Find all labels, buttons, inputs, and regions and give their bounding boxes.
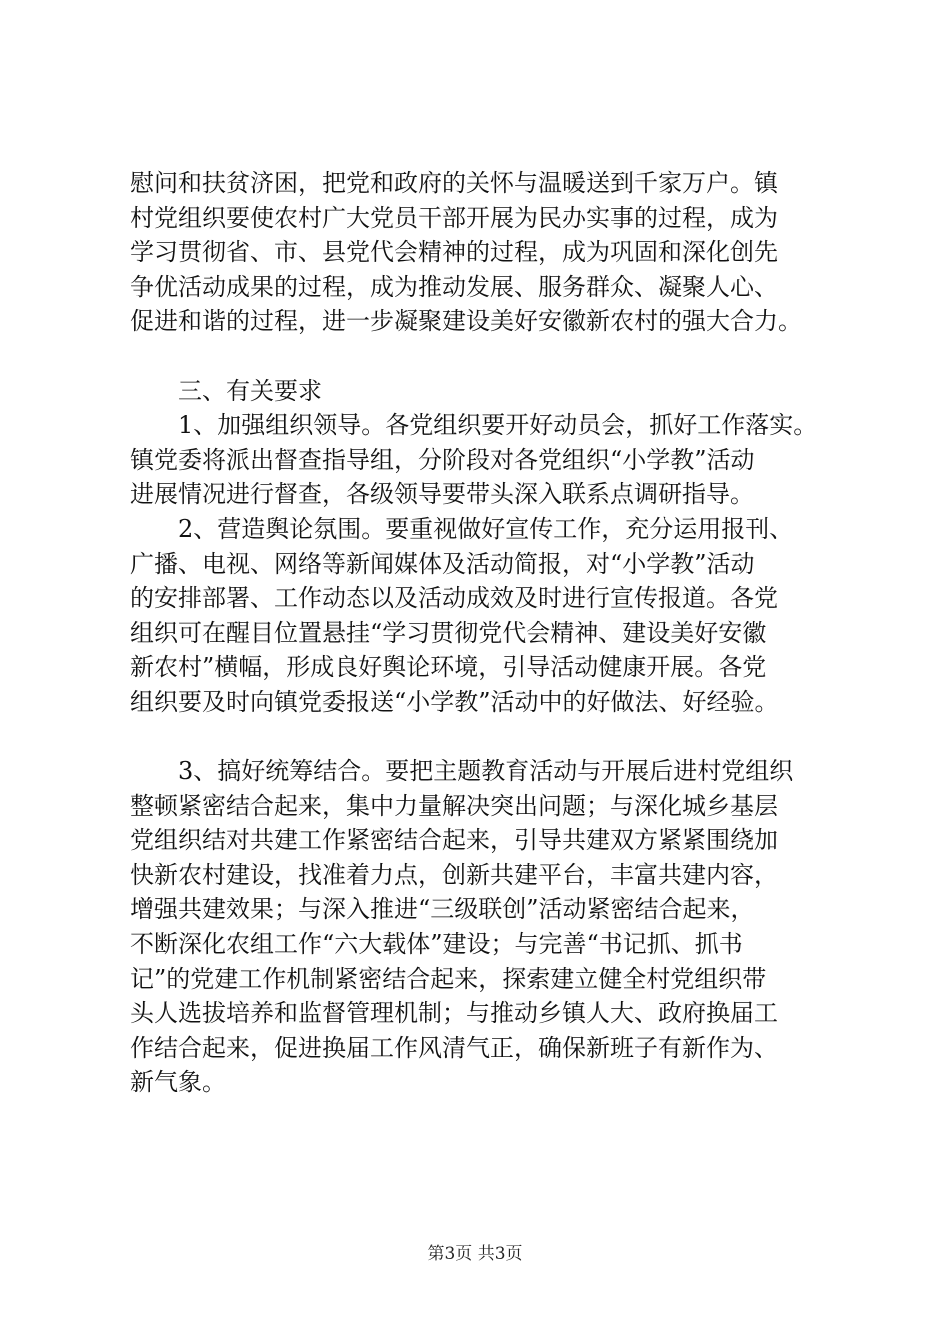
- text-line: 村党组织要使农村广大党员干部开展为民办实事的过程，成为: [130, 203, 778, 232]
- text-line: 新气象。: [130, 1068, 226, 1097]
- text-line: 党组织结对共建工作紧密结合起来，引导共建双方紧紧围绕加: [130, 826, 778, 855]
- text-line: 快新农村建设，找准着力点，创新共建平台，丰富共建内容，: [130, 860, 778, 889]
- text-line: 3、搞好统筹结合。要把主题教育活动与开展后进村党组织: [178, 757, 794, 786]
- text-line: 争优活动成果的过程，成为推动发展、服务群众、凝聚人心、: [130, 272, 778, 301]
- text-line: 促进和谐的过程，进一步凝聚建设美好安徽新农村的强大合力。: [130, 307, 802, 336]
- text-line: 镇党委将派出督查指导组，分阶段对各党组织“小学教”活动: [130, 445, 755, 474]
- text-line: 不断深化农组工作“六大载体”建设；与完善“书记抓、抓书: [130, 930, 743, 959]
- paragraph-gap: [130, 720, 830, 755]
- text-line: 2、营造舆论氛围。要重视做好宣传工作，充分运用报刊、: [178, 514, 794, 543]
- page-total: 共3页: [477, 1244, 523, 1264]
- text-line: 记”的党建工作机制紧密结合起来，探索建立健全村党组织带: [130, 964, 767, 993]
- text-line: 广播、电视、网络等新闻媒体及活动简报，对“小学教”活动: [130, 549, 755, 578]
- text-line: 组织要及时向镇党委报送“小学教”活动中的好做法、好经验。: [130, 687, 779, 716]
- text-line: 组织可在醒目位置悬挂“学习贯彻党代会精神、建设美好安徽: [130, 618, 767, 647]
- text-line: 头人选拔培养和监督管理机制；与推动乡镇人大、政府换届工: [130, 999, 778, 1028]
- text-line: 新农村”横幅，形成良好舆论环境，引导活动健康开展。各党: [130, 653, 767, 682]
- text-line: 增强共建效果；与深入推进“三级联创”活动紧密结合起来，: [130, 895, 755, 924]
- text-line: 整顿紧密结合起来，集中力量解决突出问题；与深化城乡基层: [130, 791, 778, 820]
- text-line: 1、加强组织领导。各党组织要开好动员会，抓好工作落实。: [178, 411, 818, 440]
- text-line: 慰问和扶贫济困，把党和政府的关怀与温暖送到千家万户。镇: [130, 169, 778, 197]
- text-line: 进展情况进行督查，各级领导要带头深入联系点调研指导。: [130, 480, 754, 509]
- paragraph-gap: [130, 339, 830, 374]
- text-line: 的安排部署、工作动态以及活动成效及时进行宣传报道。各党: [130, 584, 778, 613]
- document-body: [130, 166, 830, 1100]
- page-footer: [0, 1243, 950, 1265]
- section-heading: 三、有关要求: [178, 376, 322, 405]
- text-line: 学习贯彻省、市、县党代会精神的过程，成为巩固和深化创先: [130, 238, 778, 267]
- page-number: 第3页: [427, 1244, 473, 1264]
- text-line: 作结合起来，促进换届工作风清气正，确保新班子有新作为、: [130, 1033, 778, 1062]
